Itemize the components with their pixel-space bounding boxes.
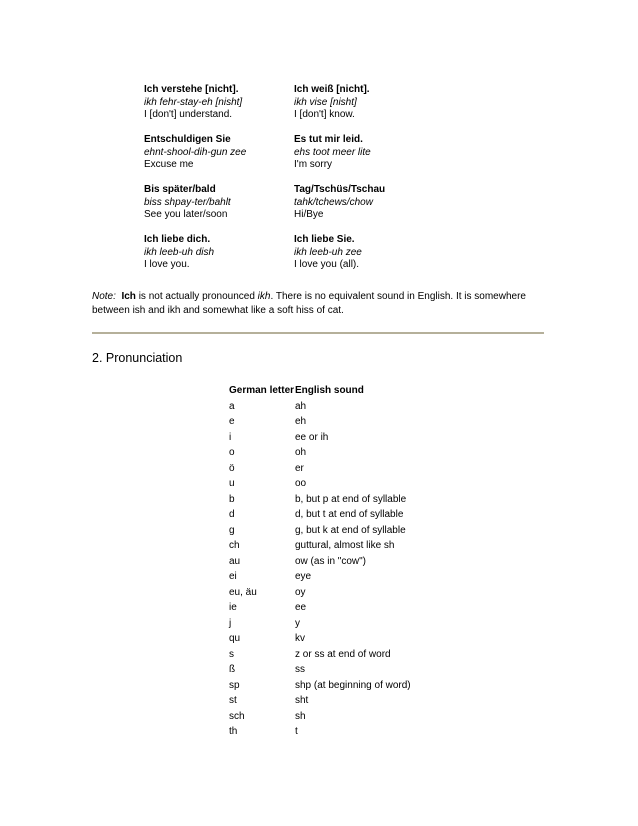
phrase-german: Entschuldigen Sie — [144, 134, 231, 145]
phrase-row — [144, 84, 444, 134]
phrase-pronunciation: ikh leeb-uh dish — [144, 246, 215, 258]
table-row — [229, 709, 411, 725]
german-letter-cell: ie — [229, 602, 237, 614]
table-row — [229, 631, 411, 647]
phrase-grid — [144, 84, 444, 284]
english-sound-cell: b, but p at end of syllable — [295, 493, 407, 505]
german-letter-cell: o — [229, 447, 235, 459]
phrase-german: Es tut mir leid. — [294, 134, 363, 145]
phrase-pronunciation: tahk/tchews/chow — [294, 196, 373, 208]
english-sound-cell: er — [295, 462, 304, 474]
german-letter-cell: g — [229, 524, 235, 536]
table-row — [229, 647, 411, 663]
english-sound-cell: d, but t at end of syllable — [295, 509, 404, 521]
table-row — [229, 585, 411, 601]
phrase-row — [144, 134, 444, 184]
german-letter-cell: ei — [229, 571, 237, 583]
german-letter-cell: ß — [229, 664, 236, 676]
table-row — [229, 554, 411, 570]
german-letter-cell: sch — [229, 710, 245, 722]
english-sound-cell: guttural, almost like sh — [295, 540, 395, 552]
english-sound-cell: oo — [295, 478, 307, 490]
table-row — [229, 523, 411, 539]
german-letter-cell: j — [229, 617, 232, 629]
section-divider — [92, 332, 544, 334]
phrase-english: I love you. — [144, 259, 190, 270]
phrase-english: Excuse me — [144, 159, 194, 170]
phrase-block — [294, 234, 444, 284]
phrase-english: I [don't] understand. — [144, 109, 233, 120]
column-header-german: German letter — [229, 385, 295, 397]
phrase-german: Ich liebe dich. — [144, 234, 211, 245]
english-sound-cell: ah — [295, 400, 307, 412]
phrase-row — [144, 184, 444, 234]
phrase-pronunciation: biss shpay-ter/bahlt — [144, 196, 231, 208]
english-sound-cell: ee — [295, 602, 307, 614]
table-row — [229, 693, 411, 709]
note-text: . There is no equivalent sound in English. It is somewhere between ish and ikh and somewhat like a soft hiss of cat. — [92, 291, 526, 316]
table-row — [229, 569, 411, 585]
phrase-pronunciation: ehs toot meer lite — [294, 146, 371, 158]
phrase-block — [294, 84, 444, 134]
table-row — [229, 476, 411, 492]
german-letter-cell: eu, äu — [229, 586, 257, 598]
english-sound-cell: ss — [295, 664, 305, 676]
german-letter-cell: ch — [229, 540, 240, 552]
german-letter-cell: qu — [229, 633, 241, 645]
phrase-english: I love you (all). — [294, 259, 360, 270]
english-sound-cell: eye — [295, 571, 312, 583]
table-row — [229, 678, 411, 694]
pronunciation-table — [229, 383, 411, 740]
german-letter-cell: u — [229, 478, 235, 490]
english-sound-cell: oy — [295, 586, 306, 598]
german-letter-cell: a — [229, 400, 235, 412]
english-sound-cell: kv — [295, 633, 305, 645]
pronunciation-note — [92, 290, 552, 318]
phrase-pronunciation: ikh vise [nisht] — [294, 96, 357, 108]
german-letter-cell: au — [229, 555, 241, 567]
phrase-block — [144, 234, 294, 284]
german-letter-cell: d — [229, 509, 235, 521]
english-sound-cell: eh — [295, 416, 307, 428]
english-sound-cell: ee or ih — [295, 431, 329, 443]
note-text: is not actually pronounced — [135, 291, 258, 302]
table-header-row — [229, 383, 411, 399]
phrase-english: I'm sorry — [294, 159, 333, 170]
phrase-pronunciation: ikh fehr-stay-eh [nisht] — [144, 96, 243, 108]
phrase-block — [144, 84, 294, 134]
german-letter-cell: th — [229, 726, 238, 738]
table-row — [229, 461, 411, 477]
german-letter-cell: ö — [229, 462, 235, 474]
english-sound-cell: z or ss at end of word — [295, 648, 391, 660]
german-letter-cell: i — [229, 431, 232, 443]
table-row — [229, 414, 411, 430]
note-italic-word: ikh — [257, 291, 271, 302]
phrase-row — [144, 234, 444, 284]
table-row — [229, 399, 411, 415]
phrase-german: Ich liebe Sie. — [294, 234, 355, 245]
phrase-german: Ich verstehe [nicht]. — [144, 84, 239, 95]
english-sound-cell: shp (at beginning of word) — [295, 679, 411, 691]
table-row — [229, 616, 411, 632]
column-header-english: English sound — [295, 385, 364, 397]
phrase-pronunciation: ikh leeb-uh zee — [294, 246, 362, 258]
table-body — [229, 399, 411, 740]
phrase-german: Ich weiß [nicht]. — [294, 84, 370, 95]
phrase-block — [294, 184, 444, 234]
table-row — [229, 445, 411, 461]
english-sound-cell: sht — [295, 695, 309, 707]
german-letter-cell: sp — [229, 679, 240, 691]
phrase-pronunciation: ehnt-shool-dih-gun zee — [144, 146, 247, 158]
note-keyword: Ich — [121, 291, 136, 302]
english-sound-cell: ow (as in "cow") — [295, 555, 367, 567]
phrase-block — [144, 134, 294, 184]
section-heading: 2. Pronunciation — [92, 351, 183, 365]
phrase-german: Bis später/bald — [144, 184, 216, 195]
table-row — [229, 507, 411, 523]
table-row — [229, 538, 411, 554]
table-row — [229, 662, 411, 678]
phrase-english: Hi/Bye — [294, 209, 324, 220]
english-sound-cell: g, but k at end of syllable — [295, 524, 406, 536]
phrase-block — [144, 184, 294, 234]
phrase-german: Tag/Tschüs/Tschau — [294, 184, 386, 195]
phrase-english: I [don't] know. — [294, 109, 355, 120]
table-row — [229, 492, 411, 508]
english-sound-cell: t — [295, 726, 298, 738]
german-letter-cell: e — [229, 416, 235, 428]
note-label: Note: — [92, 291, 116, 302]
table-row — [229, 600, 411, 616]
table-row — [229, 430, 411, 446]
german-letter-cell: st — [229, 695, 237, 707]
phrase-block — [294, 134, 444, 184]
german-letter-cell: b — [229, 493, 235, 505]
english-sound-cell: sh — [295, 710, 306, 722]
german-letter-cell: s — [229, 648, 234, 660]
english-sound-cell: y — [295, 617, 300, 629]
phrase-english: See you later/soon — [144, 209, 228, 220]
english-sound-cell: oh — [295, 447, 307, 459]
table-row — [229, 724, 411, 740]
